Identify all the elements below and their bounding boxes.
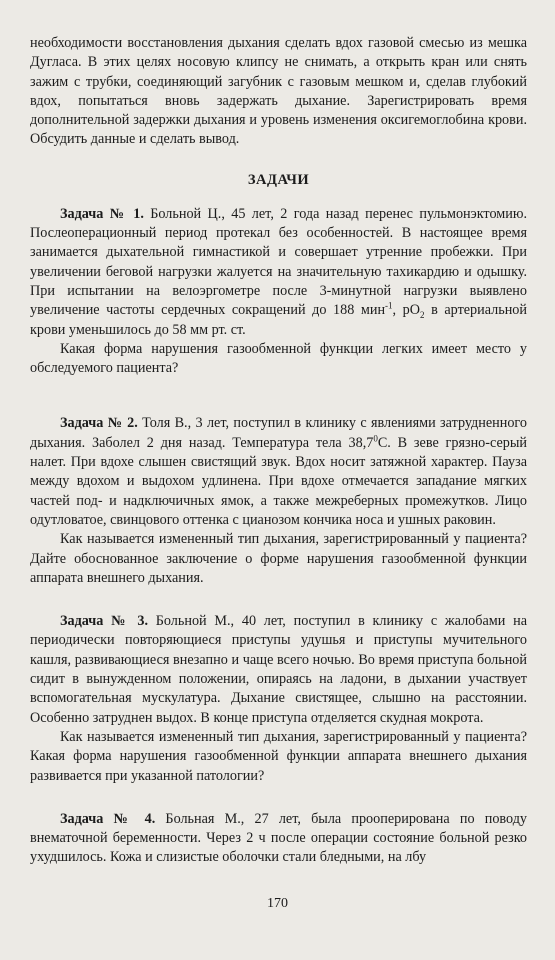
task-1-text-b: , pO bbox=[392, 302, 421, 319]
task-1-text-c: в артериальной крови уменьшилось до 58 мм рт. ст. bbox=[30, 302, 527, 338]
task-1 bbox=[30, 205, 527, 379]
task-3-body bbox=[30, 612, 527, 728]
task-4-label: Задача № 4. bbox=[60, 810, 156, 827]
task-1-body bbox=[30, 205, 527, 340]
task-2-text-b: С. В зеве грязно-серый налет. При вдохе слышен свистящий звук. Вдох носит затяжной характер. Пауза между вдохом и выдохом удлинена. При вдохе отмечается западание мягких частей под- и надключичных ямок, а также межреберных промежутков. Лицо одутловатое, свинцового оттенка с цианозом кончика носа и ушных раковин. bbox=[30, 434, 527, 528]
task-4-text: Больная М., 27 лет, была прооперирована по поводу внематочной беременности. Через 2 ч после операции состояние больной резко ухудшилось. Кожа и слизистые оболочки стали бледными, на лбу bbox=[30, 810, 528, 866]
section-heading: ЗАДАЧИ bbox=[247, 171, 310, 188]
task-2-body bbox=[30, 414, 527, 530]
page-number: 170 bbox=[267, 896, 288, 911]
task-1-sub: 2 bbox=[420, 310, 425, 321]
task-1-question: Какая форма нарушения газообменной функции легких имеет место у обследуемого пациента? bbox=[30, 340, 527, 377]
task-4-body bbox=[30, 810, 527, 868]
task-2-question: Как называется измененный тип дыхания, зарегистрированный у пациента? Дайте обоснованное заключение о форме нарушения газообменной функции аппарата внешнего дыхания. bbox=[30, 531, 527, 586]
task-4 bbox=[30, 810, 527, 868]
task-2-sup: 0 bbox=[373, 433, 378, 444]
task-1-text-a: Больной Ц., 45 лет, 2 года назад перенес пульмонэктомию. Послеоперационный период протекал без особенностей. В настоящее время занимается дыхательной гимнастикой и совершает утренние пробежки. При увеличении беговой нагрузки жалуется на значительную тахикардию и одышку. При испытании на велоэргометре после 3-минутной нагрузки выявлено увеличение частоты сердечных сокращений до 188 мин bbox=[30, 205, 527, 319]
task-2-text-a: Толя В., 3 лет, поступил в клинику с явлениями затрудненного дыхания. Заболел 2 дня назад. Температура тела 38,7 bbox=[30, 415, 527, 451]
task-2 bbox=[30, 414, 527, 588]
task-3 bbox=[30, 612, 527, 786]
task-3-question: Как называется измененный тип дыхания, зарегистрированный у пациента? Какая форма нарушения газообменной функции аппарата внешнего дыхания развивается при указанной патологии? bbox=[30, 728, 527, 784]
intro-paragraph: необходимости восстановления дыхания сделать вдох газовой смесью из мешка Дугласа. В этих целях носовую клипсу не снимать, а открыть кран или снять зажим с трубки, соединяющий загубник с газовым мешком и, сделав глубокий вдох, попытаться вновь задержать дыхание. Зарегистрировать время дополнительной задержки дыхания и уровень изменения оксигемоглобина крови. Обсудить данные и сделать вывод. bbox=[30, 35, 527, 148]
task-1-sup: -1 bbox=[385, 300, 393, 311]
task-3-text: Больной М., 40 лет, поступил в клинику с жалобами на периодически повторяющиеся приступы удушья и приступы мучительного кашля, развивающиеся внезапно и чаще всего ночью. Во время приступа больной сидит в вынужденном положении, опираясь на ладони, в дыхании участвует вспомогательная мускулатура. Дыхание свистящее, слышно на расстоянии. Особенно затруднен выдох. В конце приступа отделяется скудная мокрота. bbox=[30, 613, 527, 726]
task-2-label: Задача № 2. bbox=[60, 415, 138, 432]
task-1-label: Задача № 1. bbox=[60, 205, 144, 222]
task-3-label: Задача № 3. bbox=[60, 613, 148, 630]
